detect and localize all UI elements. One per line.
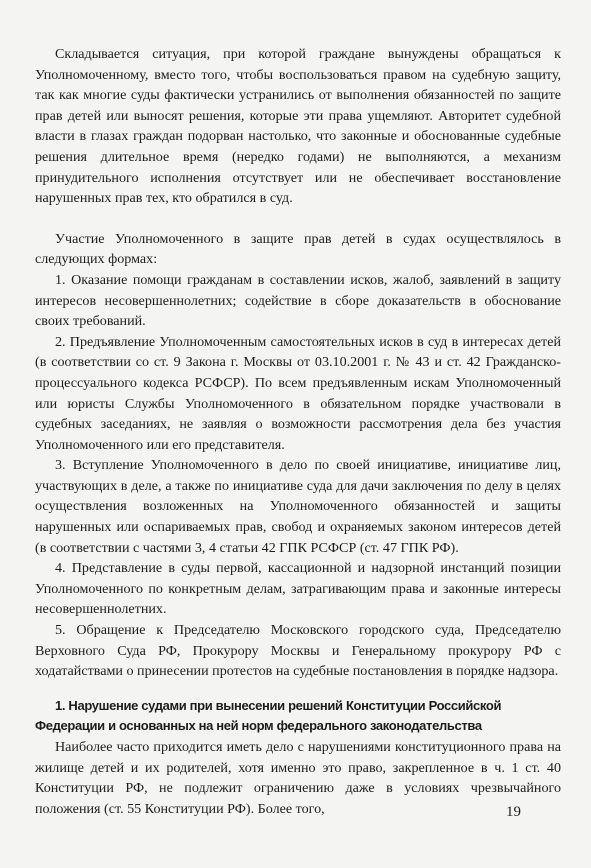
section-heading: 1. Нарушение судами при вынесении решений Конституции Российской Федерации и основанных на ней норм федерального законодательства [35,697,502,734]
form-item-5: 5. Обращение к Председателю Московского городского суда, Председателю Верховного Суда РФ, Прокурору Москвы и Генеральному прокурору РФ с ходатайствами о принесении протестов на судебные постановления в порядке надзора. [35,622,561,680]
intro-paragraph: Складывается ситуация, при которой граждане вынуждены обращаться к Уполномоченному, вместо того, чтобы воспользоваться правом на судебную защиту, так как многие суды фактически устранились от выполнения обязанностей по защите прав детей или выносят решения, которые эти права ущемляют. Авторитет судебной власти в глазах граждан подорван настолько, что законные и обоснованные судебные решения длительное время (нередко годами) не выполняются, а механизм принудительного исполнения отсутствует или не обеспечивает восстановление нарушенных прав тех, кто обратился в суд. [35,46,561,207]
form-item-1: 1. Оказание помощи гражданам в составлении исков, жалоб, заявлений в защиту интересов несовершеннолетних; содействие в сборе доказательств в обоснование своих требований. [35,271,561,330]
paragraph-gap [35,209,561,229]
form-item-4: 4. Представление в суды первой, кассационной и надзорной инстанций позиции Уполномоченного по конкретным делам, затрагивающим права и законные интересы несовершеннолетних. [35,560,561,618]
form-item-2: 2. Предъявление Уполномоченным самостоятельных исков в суд в интересах детей (в соответствии со ст. 9 Закона г. Москвы от 03.10.2001 г. № 43 и ст. 42 Гражданско-процессуального кодекса РСФСР). По всем предъявленным искам Уполномоченный или юристы Службы Уполномоченного в обязательном порядке участвовали в судебных заседаниях, не заявляя о возможности рассмотрения дела без участия Уполномоченного или его представителя. [35,333,561,453]
section-paragraph: Наиболее часто приходится иметь дело с нарушениями конституционного права на жилище детей и их родителей, хотя именно это право, закрепленное в ч. 1 ст. 40 Конституции РФ, не подлежит ограничению даже в условиях чрезвычайного положения (ст. 55 Конституции РФ). Более того, [35,739,561,817]
document-page [35,44,561,819]
forms-intro-paragraph: Участие Уполномоченного в защите прав детей в судах осуществлялось в следующих формах: [35,230,561,268]
form-item-3: 3. Вступление Уполномоченного в дело по своей инициативе, инициативе лиц, участвующих в деле, а также по инициативе суда для дачи заключения по делу в целях осуществления возложенных на Уполномоченного обязанностей и защиты нарушенных или оспариваемых прав, свобод и охраняемых законом интересов детей (в соответствии с частями 3, 4 статьи 42 ГПК РСФСР (ст. 47 ГПК РФ). [35,457,561,556]
page-number: 19 [506,804,521,820]
